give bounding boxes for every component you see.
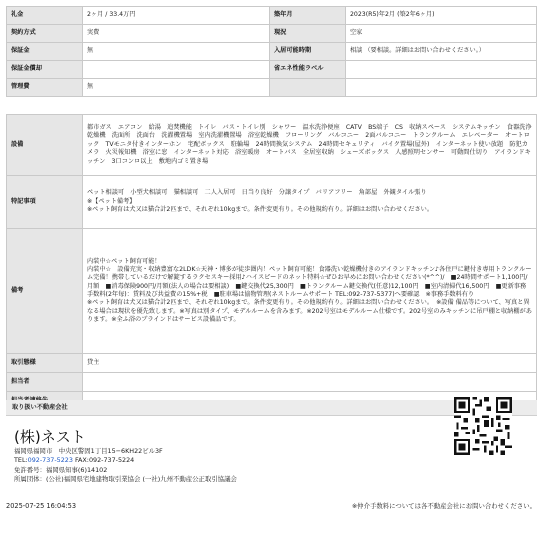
summary-label: 保証金償却 (7, 61, 83, 79)
company-association: 所属団体：(公社)福岡県宅地建物取引業協会 (一社)九州不動産公正取引協議会 (14, 474, 237, 483)
summary-value: 2ヶ月 / 33.4万円 (83, 7, 270, 25)
summary-value (346, 61, 537, 79)
detail-label: 特記事項 (7, 176, 83, 229)
summary-label (270, 79, 346, 97)
summary-label: 入居可能時期 (270, 43, 346, 61)
company-license: 免許番号：福岡県知事(6)14102 (14, 465, 108, 474)
print-timestamp: 2025-07-25 16:04:53 (6, 502, 77, 510)
tel-link[interactable]: 092-737-5223 (27, 456, 73, 465)
company-phone (14, 456, 237, 465)
summary-value (83, 61, 270, 79)
detail-value: 都市ガス エアコン 給湯 追焚機能 トイレ バス・トイレ別 シャワー 温水洗浄便座 CATV BS端子 CS 収納スペース システムキッチン 食器洗浄乾燥機 洗面所 洗面台 洗濯機置場 室内洗濯機置場 浴室乾燥機 フローリング バルコニー 2面バルコニー トランクルーム エレベーター オートロック TVモニタ付きインターホン 宅配ボックス 駐輪場 24時間換気システム 24時間セキュリティ バイク置場(屋外) インターネット使い放題 防犯カメラ 火災報知機 浴室に窓 インターネット対応 浴室暖房 オートバス 全居室収納 シューズボックス 人感照明センサー 可動間仕切り アイランドキッチン 3口コンロ以上 敷地内ゴミ置き場 (83, 115, 537, 176)
detail-label: 備考 (7, 229, 83, 354)
summary-value (346, 79, 537, 97)
qr-code-icon[interactable] (454, 397, 512, 455)
company-address: 福岡県福岡市 中央区警固1丁目15−6KH22ビル3F (14, 447, 163, 455)
detail-value: 内装中☆ペット飼育可能！ 内装中☆ 設備充実・収納豊富な2LDK☆天神・博多が徒歩圏内！ペット飼育可能！食器洗い乾燥機付きのアイランドキッチン♪各住戸に鍵付き専用トランクルーム完備！携帯しているだけで解錠するラクセスキー採用♪ハイスピードのネット特料☆ぜひお早めにお問い合わせください(*^^)/ ■24時間サポート1,100円/月額 ■消毒保険900円/月額(法人の場合は要相談) ■鍵交換代25,300円 ■トランクルーム鍵交換代(任意)12,100円 ■室内清掃代16,500円 ■更新事務手数料(2年毎)：賃料及び共益費の15%+税 ■駐車場は協物管理(ネストルームサポート TEL:092-737-5377)へ要確認 ※事務手数料有り ※ペット飼育は犬又は猫合計2匹まで、それぞれ10kgまで。条件変更有り。その他規約有り。詳細はお問い合わせください。 ※設備 備品等について、写真と異なる場合は現状を優先致します。※写真は別タイプ、モデルルームを含みます。※202号室はモデルルーム仕様です。202号室のみキッチンに吊戸棚と収納棚があります。※全ふ浴のブラインドはサービス設備品です。 (83, 229, 537, 354)
summary-label: 管理費 (7, 79, 83, 97)
detail-label: 担当者 (7, 373, 83, 392)
summary-value: 空家 (346, 25, 537, 43)
summary-label: 礼金 (7, 7, 83, 25)
summary-value: 2023(R5)年2月 (築2年6ヶ月) (346, 7, 537, 25)
summary-value: 無 (83, 79, 270, 97)
summary-label: 省エネ性能ラベル (270, 61, 346, 79)
summary-label: 築年月 (270, 7, 346, 25)
summary-value: 無 (83, 43, 270, 61)
property-summary-table (6, 6, 537, 97)
detail-row (7, 373, 537, 392)
detail-value: ペット相談可 小型犬相談可 猫相談可 二人入居可 日当り良好 分譲タイプ バリアフリー 角部屋 外観タイル張り ※【ペット備考】 ※ペット飼育は犬又は猫合計2匹まで、それぞれ10kgまで。条件変更有り。その他規約有り。詳細はお問い合わせください。 (83, 176, 537, 229)
summary-row (7, 43, 537, 61)
summary-value: 実費 (83, 25, 270, 43)
company-info (14, 447, 237, 484)
detail-row (7, 354, 537, 373)
summary-row (7, 61, 537, 79)
footer-note: ※仲介手数料については各不動産会社にお問い合わせください。 (351, 502, 536, 510)
tel-prefix: TEL: (14, 456, 28, 465)
summary-label: 現況 (270, 25, 346, 43)
detail-value (83, 373, 537, 392)
summary-value: 相談 （要相談。詳細はお問い合わせください。） (346, 43, 537, 61)
company-name: (株)ネスト (14, 428, 86, 446)
fax-number: FAX:092-737-5224 (72, 456, 135, 465)
summary-row (7, 25, 537, 43)
detail-label: 取引態様 (7, 354, 83, 373)
summary-label: 保証金 (7, 43, 83, 61)
detail-label: 設備 (7, 115, 83, 176)
property-detail-table (6, 114, 537, 411)
dealer-section-heading: 取り扱い不動産会社 (6, 400, 537, 416)
summary-row (7, 7, 537, 25)
summary-row (7, 79, 537, 97)
detail-row (7, 229, 537, 354)
detail-value: 貸主 (83, 354, 537, 373)
detail-row (7, 176, 537, 229)
detail-row (7, 115, 537, 176)
summary-label: 契約方式 (7, 25, 83, 43)
